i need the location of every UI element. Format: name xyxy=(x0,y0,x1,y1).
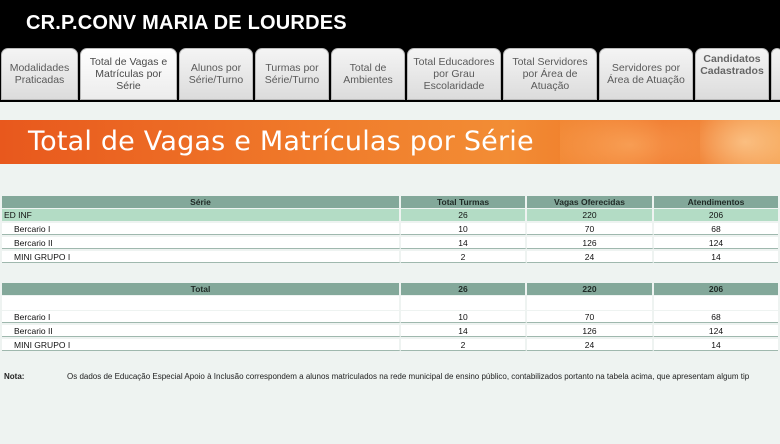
tab-modalidades[interactable] xyxy=(1,48,78,100)
cell: MINI GRUPO I xyxy=(2,339,401,351)
cell: 220 xyxy=(527,209,654,221)
tab-bar xyxy=(0,46,780,102)
cell: Bercario II xyxy=(2,325,401,337)
cell: 14 xyxy=(401,325,527,337)
cell: 68 xyxy=(654,223,778,235)
cell: 206 xyxy=(654,209,778,221)
cell: 14 xyxy=(654,339,778,351)
spacer-row xyxy=(2,296,778,310)
cell: 14 xyxy=(401,237,527,249)
page-title: Total de Vagas e Matrículas por Série xyxy=(28,126,534,157)
group-row xyxy=(2,209,778,221)
cell: 126 xyxy=(527,237,654,249)
cell: 14 xyxy=(654,251,778,263)
total-turmas: 26 xyxy=(401,283,527,295)
cell: 2 xyxy=(401,339,527,351)
total-atendimentos: 206 xyxy=(654,283,778,295)
tab-overflow[interactable] xyxy=(771,48,780,100)
section-banner xyxy=(0,120,780,164)
cell: MINI GRUPO I xyxy=(2,251,401,263)
table-row xyxy=(2,251,778,263)
cell: 24 xyxy=(527,251,654,263)
banner-glow xyxy=(700,120,780,164)
table-row xyxy=(2,311,778,323)
tab-label: Turmas por Série/Turno xyxy=(264,62,320,86)
cell: Bercario I xyxy=(2,223,401,235)
cell: 70 xyxy=(527,223,654,235)
cell: 2 xyxy=(401,251,527,263)
tab-total-vagas[interactable] xyxy=(80,48,177,100)
cell: 126 xyxy=(527,325,654,337)
cell: ED INF xyxy=(2,209,401,221)
tab-label: Modalidades Praticadas xyxy=(9,62,70,86)
cell: Bercario II xyxy=(2,237,401,249)
tab-label: Alunos por Série/Turno xyxy=(188,62,244,86)
cell: 24 xyxy=(527,339,654,351)
tab-ambientes[interactable] xyxy=(331,48,405,100)
cell: Bercario I xyxy=(2,311,401,323)
total-label: Total xyxy=(2,283,401,295)
tab-label: Candidatos Cadastrados xyxy=(700,53,764,77)
tab-total-servidores[interactable] xyxy=(503,48,597,100)
total-vagas: 220 xyxy=(527,283,654,295)
cell: 26 xyxy=(401,209,527,221)
table-row xyxy=(2,237,778,249)
table-row xyxy=(2,339,778,351)
cell: 68 xyxy=(654,311,778,323)
col-atendimentos: Atendimentos xyxy=(654,196,778,208)
col-total-turmas: Total Turmas xyxy=(401,196,527,208)
note-text: Os dados de Educação Especial Apoio à Inclusão correspondem a alunos matriculados na rede municipal de ensino público, contabilizados portanto na tabela acima, que apresentam algum tip xyxy=(67,372,750,381)
tab-candidatos[interactable] xyxy=(695,48,769,100)
col-serie: Série xyxy=(2,196,401,208)
totals-header-row xyxy=(2,283,778,295)
table-row xyxy=(2,325,778,337)
footnote xyxy=(4,372,749,381)
tab-label: Total Servidores por Área de Atuação xyxy=(512,56,588,92)
col-vagas: Vagas Oferecidas xyxy=(527,196,654,208)
note-label: Nota: xyxy=(4,372,25,381)
tab-servidores-area[interactable] xyxy=(599,48,693,100)
tab-alunos[interactable] xyxy=(179,48,253,100)
tab-educadores[interactable] xyxy=(407,48,501,100)
cell: 10 xyxy=(401,311,527,323)
cell: 10 xyxy=(401,223,527,235)
school-title: CR.P.CONV MARIA DE LOURDES xyxy=(26,12,347,34)
cell: 124 xyxy=(654,325,778,337)
tab-turmas[interactable] xyxy=(255,48,329,100)
table-header-row xyxy=(2,196,778,208)
app-header xyxy=(0,0,780,46)
tab-label: Total de Ambientes xyxy=(343,62,393,86)
tab-label: Total Educadores por Grau Escolaridade xyxy=(413,56,495,92)
cell: 70 xyxy=(527,311,654,323)
tab-label: Total de Vagas e Matrículas por Série xyxy=(89,56,168,92)
cell: 124 xyxy=(654,237,778,249)
banner-glow xyxy=(560,120,700,164)
tab-label: Servidores por Área de Atuação xyxy=(607,62,685,86)
table-row xyxy=(2,223,778,235)
